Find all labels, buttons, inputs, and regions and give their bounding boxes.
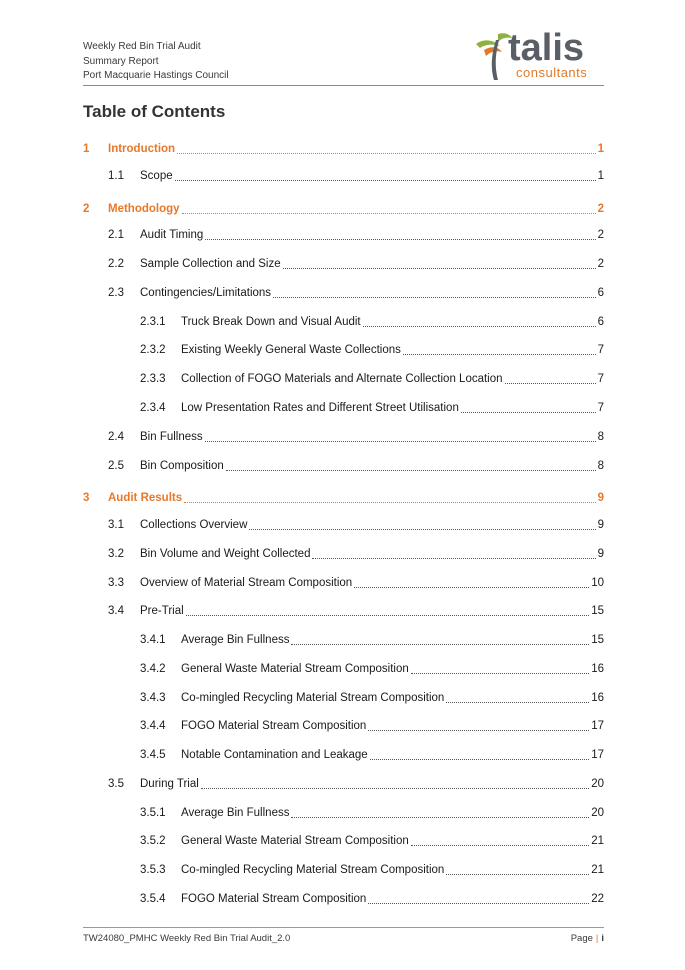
toc-entry-number: 2: [83, 203, 90, 215]
toc-entry-page: 21: [591, 864, 604, 876]
toc-entry[interactable]: [83, 860, 604, 878]
footer-doc-id: TW24080_PMHC Weekly Red Bin Trial Audit_2.0: [83, 933, 291, 944]
toc-leader-dots: [363, 325, 596, 327]
toc-entry[interactable]: [83, 398, 604, 416]
toc-entry-page: 6: [597, 316, 604, 328]
toc-entry-page: 9: [597, 492, 604, 504]
toc-entry-number: 3.4.4: [140, 720, 166, 732]
toc-entry-title: FOGO Material Stream Composition: [181, 893, 367, 905]
toc-entry-title: Audit Timing: [140, 229, 204, 241]
toc-entry-page: 2: [597, 258, 604, 270]
toc-entry-page: 15: [591, 605, 604, 617]
toc-entry-number: 3.5.4: [140, 893, 166, 905]
toc-entry-number: 3: [83, 492, 90, 504]
toc-entry-page: 16: [591, 692, 604, 704]
toc-entry-number: 1.1: [108, 170, 124, 182]
toc-entry-page: 21: [591, 835, 604, 847]
toc-entry-number: 3.1: [108, 519, 124, 531]
toc-leader-dots: [370, 758, 590, 760]
header-doc-title: Weekly Red Bin Trial Audit: [83, 41, 201, 52]
toc-entry-title: Collections Overview: [140, 519, 248, 531]
toc-leader-dots: [283, 267, 596, 269]
toc-leader-dots: [291, 643, 589, 645]
toc-leader-dots: [505, 382, 596, 384]
toc-entry-number: 2.3.1: [140, 316, 166, 328]
toc-entry-number: 2.2: [108, 258, 124, 270]
toc-entry-title: Introduction: [108, 143, 176, 155]
toc-entry-title: Co-mingled Recycling Material Stream Composition: [181, 692, 445, 704]
logo-wordmark: talis: [508, 27, 585, 69]
toc-entry-title: Bin Composition: [140, 460, 224, 472]
toc-entry-title: General Waste Material Stream Composition: [181, 835, 409, 847]
toc-leader-dots: [226, 469, 596, 471]
toc-entry-page: 16: [591, 663, 604, 675]
toc-entry-title: Bin Volume and Weight Collected: [140, 548, 311, 560]
toc-entry-number: 2.3.2: [140, 344, 166, 356]
toc-leader-dots: [446, 701, 589, 703]
toc-leader-dots: [411, 672, 589, 674]
toc-entry-page: 20: [591, 807, 604, 819]
footer-divider: [83, 927, 604, 928]
toc-entry-number: 3.3: [108, 577, 124, 589]
toc-entry-title: Notable Contamination and Leakage: [181, 749, 368, 761]
toc-leader-dots: [354, 586, 589, 588]
toc-entry-page: 10: [591, 577, 604, 589]
toc-entry-page: 6: [597, 287, 604, 299]
toc-entry-title: Existing Weekly General Waste Collections: [181, 344, 401, 356]
toc-entry[interactable]: [83, 573, 604, 591]
toc-entry-page: 20: [591, 778, 604, 790]
header-report-type: Summary Report: [83, 55, 159, 67]
toc-entry-number: 3.5: [108, 778, 124, 790]
toc-entry[interactable]: [83, 831, 604, 849]
toc-entry-title: Overview of Material Stream Composition: [140, 577, 353, 589]
footer-page-num: i: [601, 933, 604, 944]
toc-entry[interactable]: [83, 630, 604, 648]
toc-entry[interactable]: [83, 659, 604, 677]
toc-leader-dots: [205, 440, 596, 442]
toc-entry-page: 1: [597, 143, 604, 155]
toc-leader-dots: [177, 152, 596, 154]
toc-entry[interactable]: [83, 745, 604, 763]
toc-entry-number: 1: [83, 143, 90, 155]
footer-page-label: Page: [570, 933, 593, 944]
toc-entry[interactable]: [83, 544, 604, 562]
toc-entry-number: 2.3: [108, 287, 124, 299]
toc-entry-page: 2: [597, 229, 604, 241]
toc-entry-title: Low Presentation Rates and Different Street Utilisation: [181, 402, 459, 414]
toc-entry-number: 3.4.1: [140, 634, 166, 646]
toc-entry[interactable]: [83, 515, 604, 533]
toc-entry[interactable]: [83, 139, 604, 157]
toc-heading: Table of Contents: [83, 102, 226, 121]
toc-leader-dots: [175, 179, 596, 181]
toc-leader-dots: [184, 501, 595, 503]
toc-entry-title: Average Bin Fullness: [181, 807, 290, 819]
toc-entry[interactable]: [83, 488, 604, 506]
toc-entry-title: Truck Break Down and Visual Audit: [181, 316, 361, 328]
toc-entry-number: 3.5.3: [140, 864, 166, 876]
toc-entry[interactable]: [83, 427, 604, 445]
toc-entry-number: 2.4: [108, 431, 124, 443]
toc-entry[interactable]: [83, 340, 604, 358]
toc-entry-page: 7: [597, 344, 604, 356]
toc-leader-dots: [411, 844, 589, 846]
toc-entry[interactable]: [83, 889, 604, 907]
toc-entry-title: Co-mingled Recycling Material Stream Composition: [181, 864, 445, 876]
toc-leader-dots: [403, 353, 596, 355]
toc-entry[interactable]: [83, 601, 604, 619]
toc-entry-title: Scope: [140, 170, 173, 182]
toc-entry-number: 2.3.4: [140, 402, 166, 414]
toc-leader-dots: [201, 787, 589, 789]
toc-entry-page: 8: [597, 460, 604, 472]
toc-entry-number: 3.2: [108, 548, 124, 560]
toc-entry-number: 2.3.3: [140, 373, 166, 385]
toc-leader-dots: [205, 238, 595, 240]
toc-entry[interactable]: [83, 283, 604, 301]
toc-leader-dots: [291, 816, 589, 818]
toc-entry[interactable]: [83, 199, 604, 217]
toc-leader-dots: [182, 212, 596, 214]
toc-entry-title: Pre-Trial: [140, 605, 184, 617]
footer-page-number: [571, 933, 604, 944]
toc-leader-dots: [186, 614, 590, 616]
toc-leader-dots: [368, 729, 589, 731]
toc-entry-title: Audit Results: [108, 492, 183, 504]
header-client: Port Macquarie Hastings Council: [83, 70, 229, 81]
toc-entry-number: 2.5: [108, 460, 124, 472]
toc-entry-page: 8: [597, 431, 604, 443]
toc-entry[interactable]: [83, 803, 604, 821]
toc-entry-title: Contingencies/Limitations: [140, 287, 272, 299]
toc-entry[interactable]: [83, 225, 604, 243]
toc-entry-title: Collection of FOGO Materials and Alternate Collection Location: [181, 373, 503, 385]
toc-entry-page: 7: [597, 373, 604, 385]
toc-entry-number: 3.4.3: [140, 692, 166, 704]
toc-entry-number: 3.4.5: [140, 749, 166, 761]
talis-logo: [472, 27, 607, 82]
toc-entry-title: Methodology: [108, 203, 180, 215]
toc-entry-title: General Waste Material Stream Composition: [181, 663, 409, 675]
toc-entry-page: 9: [597, 548, 604, 560]
toc-entry-title: FOGO Material Stream Composition: [181, 720, 367, 732]
toc-entry-page: 1: [597, 170, 604, 182]
toc-entry-title: Average Bin Fullness: [181, 634, 290, 646]
toc-entry-number: 2.1: [108, 229, 124, 241]
toc-entry[interactable]: [83, 312, 604, 330]
toc-entry-page: 7: [597, 402, 604, 414]
toc-leader-dots: [249, 528, 595, 530]
toc-leader-dots: [368, 902, 589, 904]
toc-entry[interactable]: [83, 369, 604, 387]
toc-entry[interactable]: [83, 456, 604, 474]
toc-entry-page: 17: [591, 749, 604, 761]
toc-entry-title: Sample Collection and Size: [140, 258, 281, 270]
toc-entry-title: Bin Fullness: [140, 431, 203, 443]
toc-entry[interactable]: [83, 166, 604, 184]
toc-entry[interactable]: [83, 688, 604, 706]
header-text: [83, 40, 229, 84]
toc-leader-dots: [273, 296, 596, 298]
toc-entry-page: 22: [591, 893, 604, 905]
toc-leader-dots: [312, 557, 595, 559]
toc-entry-page: 17: [591, 720, 604, 732]
toc-leader-dots: [461, 411, 596, 413]
toc-entry-number: 3.4: [108, 605, 124, 617]
toc-entry[interactable]: [83, 254, 604, 272]
toc-entry-title: During Trial: [140, 778, 199, 790]
toc-entry-number: 3.5.2: [140, 835, 166, 847]
toc-entry-number: 3.5.1: [140, 807, 166, 819]
logo-subtitle: consultants: [516, 65, 588, 80]
toc-entry-page: 2: [597, 203, 604, 215]
toc-entry[interactable]: [83, 774, 604, 792]
toc-entry-number: 3.4.2: [140, 663, 166, 675]
footer-separator: |: [595, 933, 599, 944]
toc-leader-dots: [446, 873, 589, 875]
toc-entry-page: 15: [591, 634, 604, 646]
header-divider: [83, 85, 604, 86]
toc-entry-page: 9: [597, 519, 604, 531]
toc-entry[interactable]: [83, 716, 604, 734]
